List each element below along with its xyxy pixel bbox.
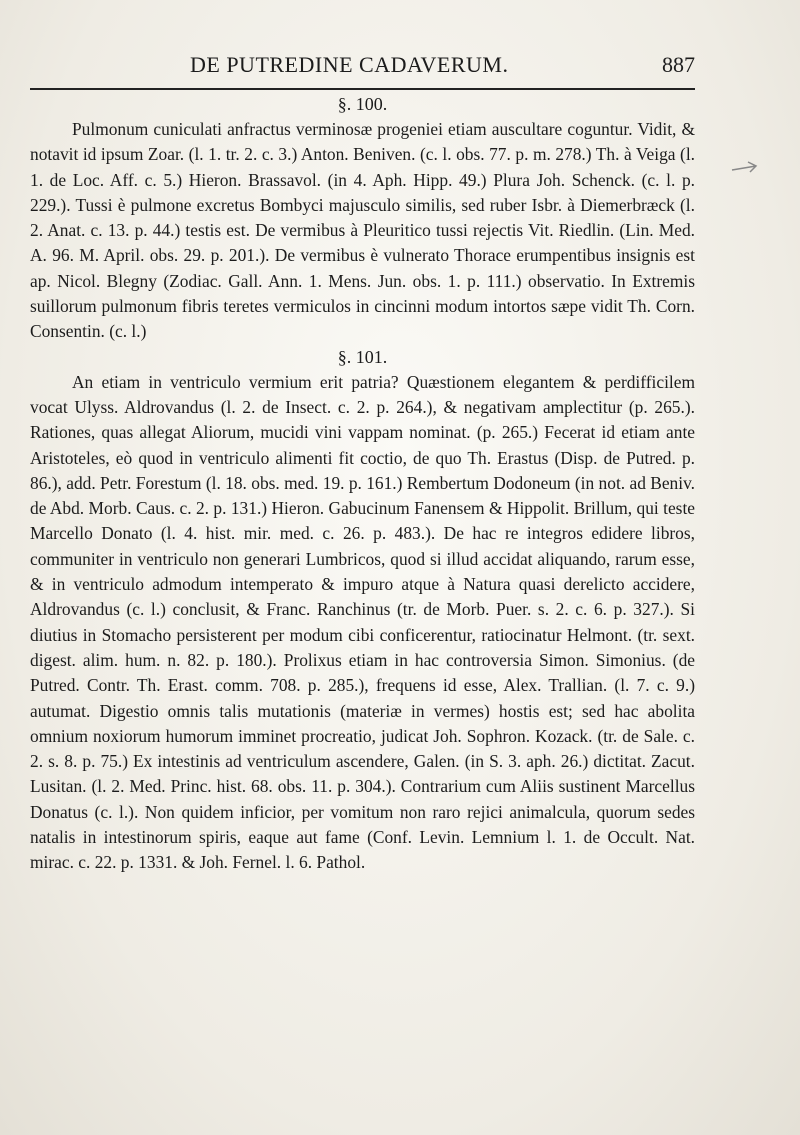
page-body	[30, 92, 695, 876]
header-rule	[30, 88, 695, 90]
page-number: 887	[662, 52, 695, 77]
section-paragraph: An etiam in ventriculo vermium erit patria? Quæstionem elegantem & perdifficilem vocat Ulyss. Aldrovandus (l. 2. de Insect. c. 2. p. 264.), & negativam amplectitur (p. 265.). Rationes, quas allegat Aliorum, mucidi vini vappam nominat. (p. 265.) Fecerat id etiam ante Aristoteles, eò quod in ventriculo alimenti fit coctio, de quo Th. Erastus (Disp. de Putred. p. 86.), add. Petr. Forestum (l. 18. obs. med. 19. p. 161.) Rembertum Dodoneum (in not. ad Beniv. de Abd. Morb. Caus. c. 2. p. 131.) Hieron. Gabucinum Fanensem & Hippolit. Brillum, qui teste Marcello Donato (l. 4. hist. mir. med. c. 26. p. 483.). De hac re integros edidere libros, communiter in ventriculo non generari Lumbricos, quod si illud accidat aliquando, rarum esse, & in ventriculo admodum intemperato & impuro atque à Natura quasi derelicto accidere, Aldrovandus (c. l.) conclusit, & Franc. Ranchinus (tr. de Morb. Puer. s. 2. c. 6. p. 327.). Si diutius in Stomacho persisterent per modum cibi conficerentur, ratiocinatur Helmont. (tr. sext. digest. alim. hum. n. 82. p. 180.). Prolixus etiam in hac controversia Simon. Simonius. (de Putred. Contr. Th. Erast. comm. 708. p. 285.), frequens id esse, Alex. Trallian. (l. 7. c. 9.) autumat. Digestio omnis talis mutationis (materiæ in vermes) hostis est; sed hac abolita omnium noxiorum humorum imminet procreatio, judicat Joh. Sophron. Kozack. (tr. de Sale. c. 2. s. 8. p. 75.) Ex intestinis ad ventriculum ascendere, Galen. (in S. 3. aph. 26.) dictitat. Zacut. Lusitan. (l. 2. Med. Princ. hist. 68. obs. 11. p. 304.). Contrarium cum Aliis sustinent Marcellus Donatus (c. l.). Non quidem inficior, per vomitum non raro rejici animalcula, quorum sedes natalis in intestinorum spiris, eaque aut fame (Conf. Levin. Lemnium l. 1. de Occult. Nat. mirac. c. 22. p. 1331. & Joh. Fernel. l. 6. Pathol.	[30, 371, 695, 873]
running-head: DE PUTREDINE CADAVERUM.	[190, 52, 509, 77]
section-heading: §. 101.	[337, 346, 388, 367]
page-header	[30, 48, 695, 82]
section-paragraph: Pulmonum cuniculati anfractus verminosæ progeniei etiam auscultare coguntur. Vidit, & notavit id ipsum Zoar. (l. 1. tr. 2. c. 3.) Anton. Beniven. (c. l. obs. 77. p. m. 278.) Th. à Veiga (l. 1. de Loc. Aff. c. 5.) Hieron. Brassavol. (in 4. Aph. Hipp. 49.) Plura Joh. Schenck. (c. l. p. 229.). Tussi è pulmone excretus Bombyci majusculo similis, sed ruber Isbr. à Diemerbræck (l. 2. Anat. c. 13. p. 44.) testis est. De vermibus à Pleuritico tussi rejectis Vit. Riedlin. (Lin. Med. A. 96. M. April. obs. 29. p. 201.). De vermibus è vulnerato Thorace erumpentibus insignis est ap. Nicol. Blegny (Zodiac. Gall. Ann. 1. Mens. Jun. obs. 1. p. 111.) observatio. In Extremis suillorum pulmonum fibris teretes vermiculos in cincinni modum intortos sæpe vidit Th. Corn. Consentin. (c. l.)	[30, 119, 695, 342]
section-heading: §. 100.	[337, 94, 388, 114]
margin-mark-icon	[730, 160, 760, 180]
section-100	[30, 92, 695, 345]
section-101	[30, 345, 695, 876]
